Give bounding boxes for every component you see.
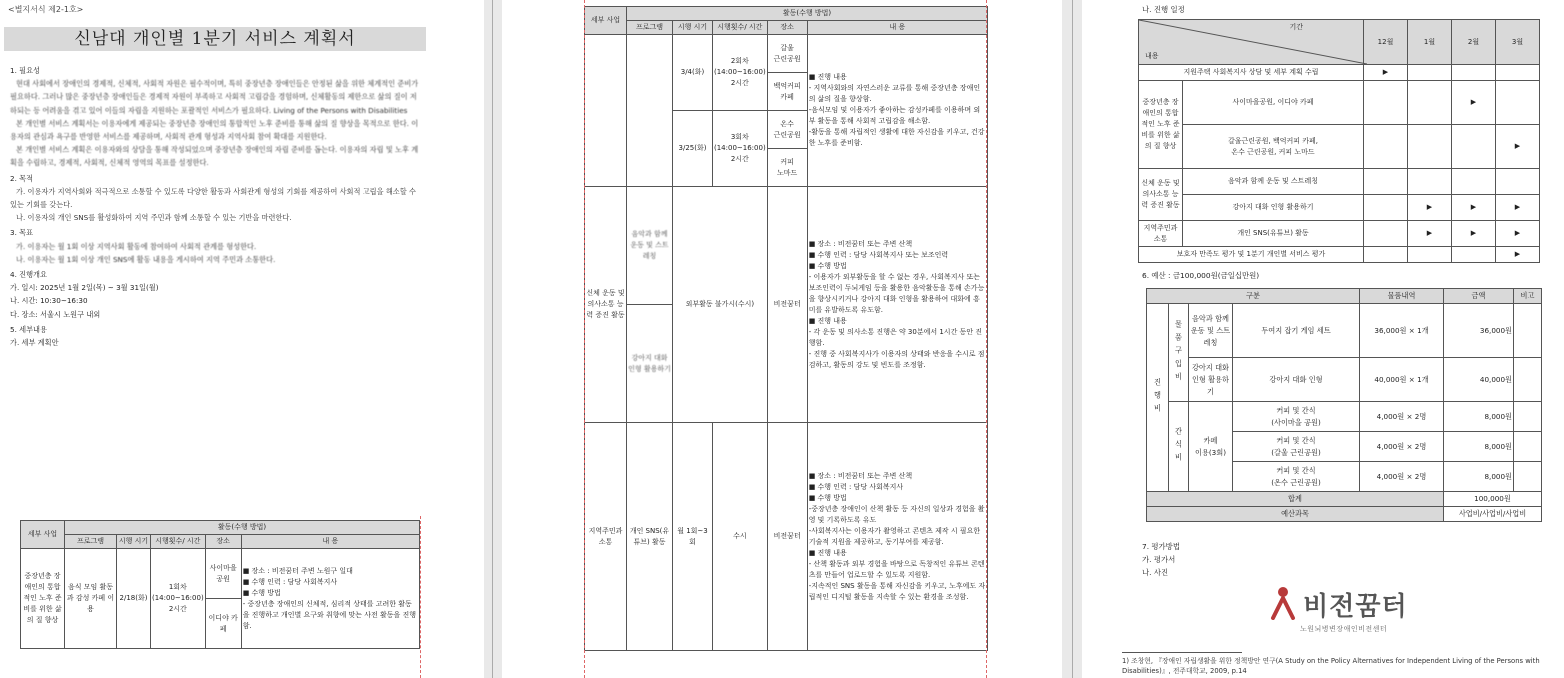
detail-line: 가. 일시: 2025년 1월 2일(목) ~ 3월 31일(월) [10,283,159,293]
account-value: 사업비/사업비/사업비 [1444,507,1542,522]
schedule-mark [1452,65,1496,81]
schedule-mark [1408,169,1452,195]
plan-table [20,520,420,649]
document-page-1 [0,0,484,678]
cell-time: 월 1회~3회 [673,423,713,651]
cell-time: 3/25(화) [673,111,713,187]
page-title: 신남대 개인별 1분기 서비스 계획서 [4,27,426,51]
detail-line: 가. 세부 계획안 [10,338,59,348]
month-header: 12월 [1364,20,1408,65]
section-heading: 7. 평가방법 [1142,542,1180,551]
detail-line: 나. 사진 [1142,568,1169,577]
schedule-mark [1408,65,1452,81]
schedule-mark [1496,65,1540,81]
schedule-mark: ▶ [1496,221,1540,247]
header-items: 물품내역 [1360,289,1444,304]
header-amount: 금액 [1444,289,1514,304]
cell-place: 이디야 카페 [205,599,241,649]
schedule-row-label: 음악과 함께 운동 및 스트레칭 [1183,169,1364,195]
schedule-mark [1364,125,1408,169]
header-program: 프로그램 [627,21,673,35]
form-tag: <별지서식 제2-1호> [8,5,84,14]
schedule-group: 중장년층 장애인의 통합적인 노후 준비를 위한 삶의 질 향상 [1139,81,1183,169]
header-sub: 세부 사업 [585,7,627,35]
header-content: 내 용 [241,535,419,549]
footnote: 1) 조창현, 『장애인 자립생활을 위한 정책방안 연구(A Study on the Policy Alternatives for Independent Living of the Persons with Disabilities)』, 전주대학교, 2009, p.14 [1122,657,1540,675]
budget-item: 커피 및 간식 (사이마을 공원) [1233,402,1360,432]
schedule-row-label: 사이마을공원, 이디야 카페 [1183,81,1364,125]
total-label: 합계 [1147,492,1444,507]
month-header: 3월 [1496,20,1540,65]
schedule-mark: ▶ [1452,81,1496,125]
budget-item: 커피 및 간식 (갈울 근린공원) [1233,432,1360,462]
header-time: 시행 시기 [117,535,151,549]
schedule-mark: ▶ [1496,247,1540,263]
cell-time: 외부활동 불가시(수시) [673,187,768,423]
budget-note [1514,402,1542,432]
schedule-mark: ▶ [1364,65,1408,81]
budget-calc: 4,000원 × 2명 [1360,432,1444,462]
paragraph: 나. 이용자는 월 1회 이상 개인 SNS에 활동 내용을 게시하여 지역 주민과 소통한다. [16,254,276,264]
section-heading: 나. 진행 일정 [1142,5,1185,14]
header-place: 장소 [767,21,807,35]
schedule-mark [1452,169,1496,195]
header-time: 시행 시기 [673,21,713,35]
paragraph: 현대 사회에서 장애인의 경제적, 신체적, 사회적 자원은 필수적이며, 특히 중장년층 장애인들은 안정된 삶을 위한 체계적인 준비가 필요하다. 그러나 많은 중장년층 장애인들은 경제적 자원이 부족하고 사회적 고립감을 경험하며, 신체활동의 제한으로 삶의 질이 저하되는 등 어려움을 겪고 있어 이들의 자립을 지원하는 포괄적인 서비스가 필요하다. Living of the Persons with Disabilities [10,79,419,115]
schedule-mark [1452,125,1496,169]
header-note: 비고 [1514,289,1542,304]
budget-heading: 6. 예산 : 금100,000원(금일십만원) [1142,271,1260,280]
budget-table [1146,288,1542,522]
schedule-group: 지역주민과 소통 [1139,221,1183,247]
schedule-mark [1496,169,1540,195]
detail-line: 나. 시간: 10:30~16:30 [10,296,88,306]
schedule-group: 신체 운동 및 의사소통 능력 증진 활동 [1139,169,1183,221]
schedule-row-label: 보호자 만족도 평가 및 1분기 개인별 서비스 평가 [1139,247,1364,263]
budget-calc: 36,000원 × 1개 [1360,304,1444,358]
period-label: 기간 [1289,23,1303,31]
budget-note [1514,304,1542,358]
section-heading: 4. 진행개요 [10,270,47,280]
section-heading: 1. 필요성 [10,66,40,75]
budget-amount: 40,000원 [1444,358,1514,402]
schedule-mark [1452,247,1496,263]
section-heading: 5. 세부내용 [10,324,47,334]
person-icon [1270,586,1296,624]
schedule-row-label: 지원주택 사회복지사 상담 및 세부 계획 수립 [1139,65,1364,81]
schedule-corner [1139,20,1364,65]
month-header: 1월 [1408,20,1452,65]
footnote-rule [1122,652,1242,653]
budget-item: 두여지 잡기 게임 세트 [1233,304,1360,358]
cell-place: 비전꿈터 [767,423,807,651]
detail-line: 다. 장소: 서울시 노원구 내외 [10,309,101,319]
cell-sub: 신체 운동 및 의사소통 능력 증진 활동 [585,187,627,423]
cell-content: ■ 장소 : 비전꿈터 주변 노원구 일대 ■ 수행 인력 : 담당 사회복지사 ■ 수행 방법 - 중장년층 장애인의 신체적, 심리적 상태를 고려한 활동을 진행하고 개인별 요구와 취향에 맞는 사전 활동을 진행함. [241,549,419,649]
schedule-mark: ▶ [1496,125,1540,169]
budget-name: 음악과 함께 운동 및 스트레칭 [1189,304,1233,358]
budget-name: 카페 이용(3회) [1189,402,1233,492]
schedule-mark: ▶ [1408,195,1452,221]
content-label: 내용 [1145,52,1159,60]
cell-content: ■ 장소 : 비전꿈터 또는 주변 산책 ■ 수행 인력 : 담당 사회복지사 또는 보조인력 ■ 수행 방법 - 이용자가 외부활동을 할 수 없는 경우, 사회복지사 또는 보조인력이 두뇌게임 등을 활용한 음악활동을 통해 손가능을 향상시키거나 강아지 대화 인형을 활용하여 대화에 흥미를 유발하도록 유도함. ■ 진행 내용 - 각 운동 및 의사소통 진행은 약 30분에서 1시간 동안 진행함. - 진행 중 사회복지사가 이용자의 상태와 반응을 수시로 점검하고, 활동의 강도 및 빈도를 조정함. [807,187,987,423]
cell-content: ■ 진행 내용 - 지역사회와의 자연스러운 교류를 통해 중장년층 장애인의 삶의 질을 향상함. -음식모임 및 이용자가 좋아하는 감성카페를 이용하며 외부 활동을 통해 사회적 고립감을 해소함. -활동을 통해 자립적인 생활에 대한 자신감을 키우고, 건강한 노후를 준비함. [807,35,987,187]
header-category: 구분 [1147,289,1360,304]
budget-side-label: 진행비 [1147,304,1169,492]
cell-sub [585,35,627,187]
schedule-mark [1408,81,1452,125]
document-page-3 [1082,0,1564,678]
schedule-mark [1408,247,1452,263]
budget-group: 물품구입비 [1169,304,1189,402]
schedule-mark [1496,81,1540,125]
schedule-table [1138,19,1540,263]
month-header: 2월 [1452,20,1496,65]
budget-item: 강아지 대화 인형 [1233,358,1360,402]
budget-calc: 4,000원 × 2명 [1360,402,1444,432]
organization-logo [1270,586,1408,634]
cell-place: 사이마을 공원 [205,549,241,599]
page-divider [1072,0,1073,678]
budget-calc: 40,000원 × 1개 [1360,358,1444,402]
budget-group: 간식비 [1169,402,1189,492]
cell-content: ■ 장소 : 비전꿈터 또는 주변 산책 ■ 수행 인력 : 담당 사회복지사 ■ 수행 방법 -중장년층 장애인이 산책 활동 등 자신의 일상과 경험을 촬영 및 기록하도록 유도 -사회복지사는 이용자가 촬영하고 콘텐츠 제작 시 필요한 기술적 지원을 제공하고, 동기부여를 제공함. ■ 진행 내용 - 산책 활동과 외부 경험을 바탕으로 독창적인 유튜브 콘텐츠를 만들어 업로드할 수 있도록 지원함. -지속적인 SNS 활동을 통해 자신감을 키우고, 노후에도 자립적인 디지털 활동을 지속할 수 있는 환경을 조성함. [807,423,987,651]
budget-note [1514,462,1542,492]
budget-item: 커피 및 간식 (온수 근린공원) [1233,462,1360,492]
schedule-row-label: 갈울근린공원, 백억커피 카페, 온수 근린공원, 커피 노마드 [1183,125,1364,169]
schedule-mark [1364,247,1408,263]
detail-line: 가. 평가서 [1142,555,1176,564]
paragraph: 본 개인별 서비스 계획서는 이용자에게 제공되는 중장년층 장애인의 통합적인 노후 준비를 통해 삶의 질 향상을 목적으로 한다. 이용자의 관심과 욕구를 반영한 서비스를 제공하며, 사회적 관계 형성과 지역사회 참여 확대를 지원한다. [10,118,419,142]
budget-calc: 4,000원 × 2명 [1360,462,1444,492]
schedule-mark [1364,81,1408,125]
cell-time: 2/18(화) [117,549,151,649]
budget-amount: 8,000원 [1444,432,1514,462]
cell-place: 온수 근린공원 [767,111,807,149]
cell-count: 1회차 (14:00~16:00) 2시간 [151,549,206,649]
cell-time: 3/4(화) [673,35,713,111]
schedule-mark: ▶ [1452,195,1496,221]
schedule-mark [1364,221,1408,247]
budget-amount: 8,000원 [1444,402,1514,432]
section-heading: 3. 목표 [10,228,34,238]
schedule-mark: ▶ [1496,195,1540,221]
paragraph: 가. 이용자가 지역사회와 적극적으로 소통할 수 있도록 다양한 활동과 사회관계 형성의 기회를 제공하여 사회적 고립을 해소할 수 있는 기회를 갖는다. [10,186,416,210]
cell-program [627,35,673,187]
budget-name: 강아지 대화 인형 활용하기 [1189,358,1233,402]
schedule-mark: ▶ [1408,221,1452,247]
schedule-mark [1364,169,1408,195]
margin-guide [584,0,585,678]
evaluation-section [1142,540,1180,579]
cell-program: 강아지 대화 인형 활용하기 [627,305,673,423]
section-heading: 2. 목적 [10,173,34,183]
total-value: 100,000원 [1444,492,1542,507]
schedule-mark: ▶ [1452,221,1496,247]
schedule-row-label: 개인 SNS(유튜브) 활동 [1183,221,1364,247]
budget-note [1514,358,1542,402]
cell-count: 3회차 (14:00~16:00) 2시간 [713,111,768,187]
paragraph: 본 개인별 서비스 계획은 이용자와의 상담을 통해 작성되었으며 중장년층 장애인의 자립 준비를 돕는다. 이용자의 자립 및 노후 계획을 수립하고, 경제적, 사회적, 신체적 영역의 목표를 설정한다. [10,145,419,168]
cell-program: 음식 모임 활동과 감성 카페 이용 [65,549,117,649]
cell-program: 개인 SNS(유튜브) 활동 [627,423,673,651]
diagonal-divider [1139,20,1367,64]
cell-sub: 지역주민과 소통 [585,423,627,651]
document-page-2 [502,0,1062,678]
plan-body [10,62,422,349]
cell-count: 2회차 (14:00~16:00) 2시간 [713,35,768,111]
header-sub: 세부 사업 [21,521,65,549]
budget-note [1514,432,1542,462]
page-divider [492,0,493,678]
header-count: 시행횟수/ 시간 [713,21,768,35]
logo-subtitle: 노원뇌병변장애인비전센터 [1300,625,1388,633]
header-count: 시행횟수/ 시간 [151,535,206,549]
header-program: 프로그램 [65,535,117,549]
cell-place: 비전꿈터 [767,187,807,423]
schedule-mark [1364,195,1408,221]
plan-table-continued [584,6,988,651]
cell-place: 백억커피 카페 [767,73,807,111]
cell-count: 수시 [713,423,768,651]
margin-guide [420,516,421,678]
paragraph: 나. 이용자의 개인 SNS를 활성화하여 지역 주민과 함께 소통할 수 있는 기반을 마련한다. [16,213,292,223]
budget-amount: 8,000원 [1444,462,1514,492]
cell-place: 갈울 근린공원 [767,35,807,73]
paragraph: 가. 이용자는 월 1회 이상 지역사회 활동에 참여하여 사회적 관계를 형성한다. [16,241,257,251]
account-label: 예산과목 [1147,507,1444,522]
budget-amount: 36,000원 [1444,304,1514,358]
schedule-row-label: 강아지 대화 인형 활용하기 [1183,195,1364,221]
schedule-mark [1408,125,1452,169]
header-group: 활동(수행 방법) [65,521,420,535]
header-place: 장소 [205,535,241,549]
cell-program: 음악과 함께 운동 및 스트레칭 [627,187,673,305]
cell-place: 커피 노마드 [767,149,807,187]
header-group: 활동(수행 방법) [627,7,988,21]
cell-sub: 중장년층 장애인의 통합적인 노후 준비를 위한 삶의 질 향상 [21,549,65,649]
margin-guide [986,0,987,678]
header-content: 내 용 [807,21,987,35]
logo-wordmark: 비전꿈터 [1303,592,1408,622]
